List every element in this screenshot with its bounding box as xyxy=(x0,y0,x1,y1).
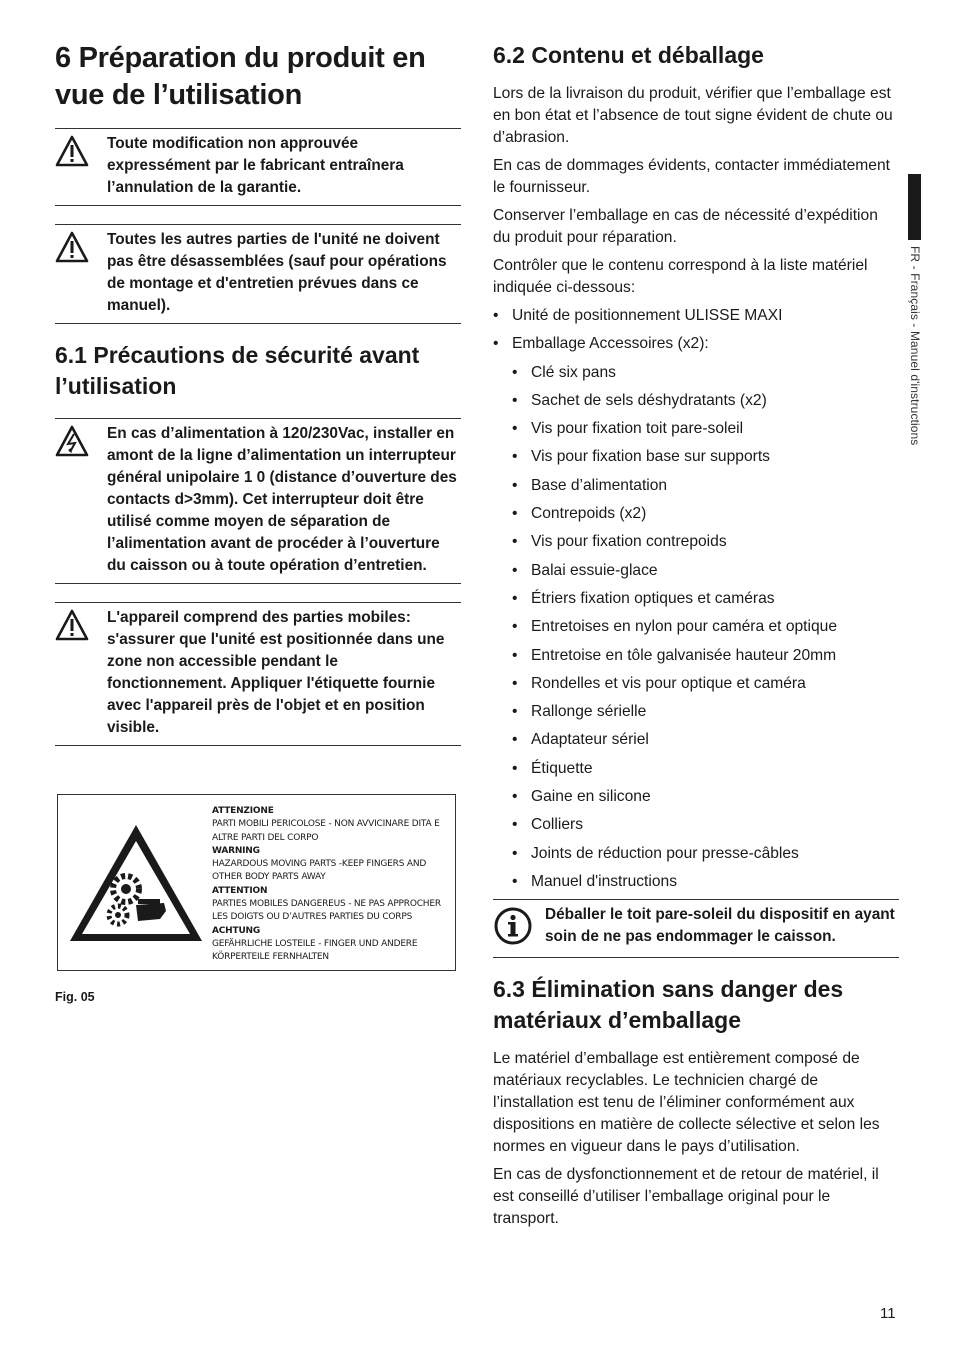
warning-triangle-icon xyxy=(55,133,97,199)
list-item: • Joints de réduction pour presse-câbles xyxy=(493,843,899,865)
list-item: • Entretoises en nylon pour caméra et optique xyxy=(493,616,899,638)
paragraph: En cas de dysfonctionnement et de retour de matériel, il est conseillé d’utiliser l’emballage original pour le transport. xyxy=(493,1166,879,1228)
paragraph: Contrôler que le contenu correspond à la liste matériel indiquée ci-dessous: xyxy=(493,257,868,296)
moving-parts-label-figure xyxy=(57,794,456,971)
electric-hazard-icon xyxy=(55,423,97,577)
section-title-6-3: 6.3 Élimination sans danger des matériaux d’emballage xyxy=(493,976,844,1034)
left-column xyxy=(55,40,461,746)
list-item: • Vis pour fixation contrepoids xyxy=(493,531,899,553)
info-icon xyxy=(493,904,535,951)
warning-notice-modification xyxy=(55,128,461,206)
label-line: ATTENZIONE xyxy=(212,806,274,816)
list-item: • Contrepoids (x2) xyxy=(493,503,899,525)
warning-text: Toute modification non approuvée expressément par le fabricant entraînera l’annulation de la garantie. xyxy=(107,135,404,196)
list-item: • Adaptateur sériel xyxy=(493,729,899,751)
right-column xyxy=(493,40,899,1236)
label-text-block xyxy=(212,805,448,965)
label-line: HAZARDOUS MOVING PARTS -KEEP FINGERS AND xyxy=(212,859,427,870)
language-tab-marker xyxy=(908,174,921,240)
warning-triangle-icon xyxy=(55,229,97,317)
list-item: • Manuel d'instructions xyxy=(493,871,899,893)
paragraph: Le matériel d’emballage est entièrement composé de matériaux recyclables. Le technicien chargé de l’installation est tenu de l’éliminer conformément aux dispositions en matière de collecte sélective et selon les normes en vigueur dans le pays d’utilisation. xyxy=(493,1050,880,1156)
list-item: • Sachet de sels déshydratants (x2) xyxy=(493,390,899,412)
label-line: ALTRE PARTI DEL CORPO xyxy=(212,832,319,843)
warning-notice-disassembly xyxy=(55,224,461,324)
label-line: PARTIES MOBILES DANGEREUS - NE PAS APPROCHER xyxy=(212,899,441,910)
label-line: OTHER BODY PARTS AWAY xyxy=(212,872,326,883)
warning-text: Toutes les autres parties de l'unité ne doivent pas être désassemblées (sauf pour opérations de montage et d'entretien prévues dans ce manuel). xyxy=(107,231,447,314)
accessories-list xyxy=(493,362,899,893)
info-notice xyxy=(493,899,899,958)
label-line: WARNING xyxy=(212,845,260,856)
list-item: • Emballage Accessoires (x2): xyxy=(493,333,899,355)
warning-text: L'appareil comprend des parties mobiles: s'assurer que l'unité est positionnée dans une zone non accessible pendant le fonctionnement. Appliquer l'étiquette fournie avec l'appareil près de l'objet et en position visible. xyxy=(107,609,445,736)
list-item: • Clé six pans xyxy=(493,362,899,384)
label-line: ATTENTION xyxy=(212,885,268,896)
label-line: LES DOIGTS OU D’AUTRES PARTIES DU CORPS xyxy=(212,912,413,923)
list-item: • Gaine en silicone xyxy=(493,786,899,808)
section-title-6-1: 6.1 Précautions de sécurité avant l’utilisation xyxy=(55,342,420,399)
list-item: • Étiquette xyxy=(493,758,899,780)
list-item: • Vis pour fixation toit pare-soleil xyxy=(493,418,899,440)
language-tab-label: FR - Français - Manuel d'instructions xyxy=(908,246,922,446)
paragraph: Conserver l’emballage en cas de nécessité d’expédition du produit pour réparation. xyxy=(493,207,878,246)
list-item: • Rallonge sérielle xyxy=(493,701,899,723)
label-line: PARTI MOBILI PERICOLOSE - NON AVVICINARE DITA E xyxy=(212,819,440,830)
page-number: 11 xyxy=(880,1305,896,1322)
chapter-title: 6 Préparation du produit en vue de l’utilisation xyxy=(55,42,426,111)
label-line: ACHTUNG xyxy=(212,925,261,936)
contents-list xyxy=(493,305,899,355)
list-item: • Unité de positionnement ULISSE MAXI xyxy=(493,305,899,327)
list-item: • Colliers xyxy=(493,814,899,836)
section-title-6-2: 6.2 Contenu et déballage xyxy=(493,42,764,68)
paragraph: En cas de dommages évidents, contacter immédiatement le fournisseur. xyxy=(493,157,890,196)
list-item: • Vis pour fixation base sur supports xyxy=(493,446,899,468)
moving-parts-hazard-icon xyxy=(66,821,206,945)
warning-text: En cas d’alimentation à 120/230Vac, installer en amont de la ligne d’alimentation un interrupteur général unipolaire 1 0 (distance d’ouverture des contacts d>3mm). Cet interrupteur doit être utilisé comme moyen de séparation de l’alimentation avant de procéder à l’ouverture du caisson ou à toute opération d’entretien. xyxy=(107,425,457,574)
warning-triangle-icon xyxy=(55,607,97,739)
figure-caption: Fig. 05 xyxy=(55,990,95,1004)
list-item: • Balai essuie-glace xyxy=(493,560,899,582)
info-text: Déballer le toit pare-soleil du dispositif en ayant soin de ne pas endommager le caisson. xyxy=(545,906,895,946)
label-line: GEFÄHRLICHE LOSTEILE - FINGER UND ANDERE xyxy=(212,938,418,949)
list-item: • Rondelles et vis pour optique et caméra xyxy=(493,673,899,695)
list-item: • Entretoise en tôle galvanisée hauteur 20mm xyxy=(493,645,899,667)
warning-notice-electric xyxy=(55,418,461,584)
list-item: • Base d’alimentation xyxy=(493,475,899,497)
warning-notice-moving-parts xyxy=(55,602,461,746)
label-line: KÖRPERTEILE FERNHALTEN xyxy=(212,952,329,963)
list-item: • Étriers fixation optiques et caméras xyxy=(493,588,899,610)
paragraph: Lors de la livraison du produit, vérifier que l’emballage est en bon état et l’absence de tout signe évident de chute ou d’abrasion. xyxy=(493,85,893,146)
